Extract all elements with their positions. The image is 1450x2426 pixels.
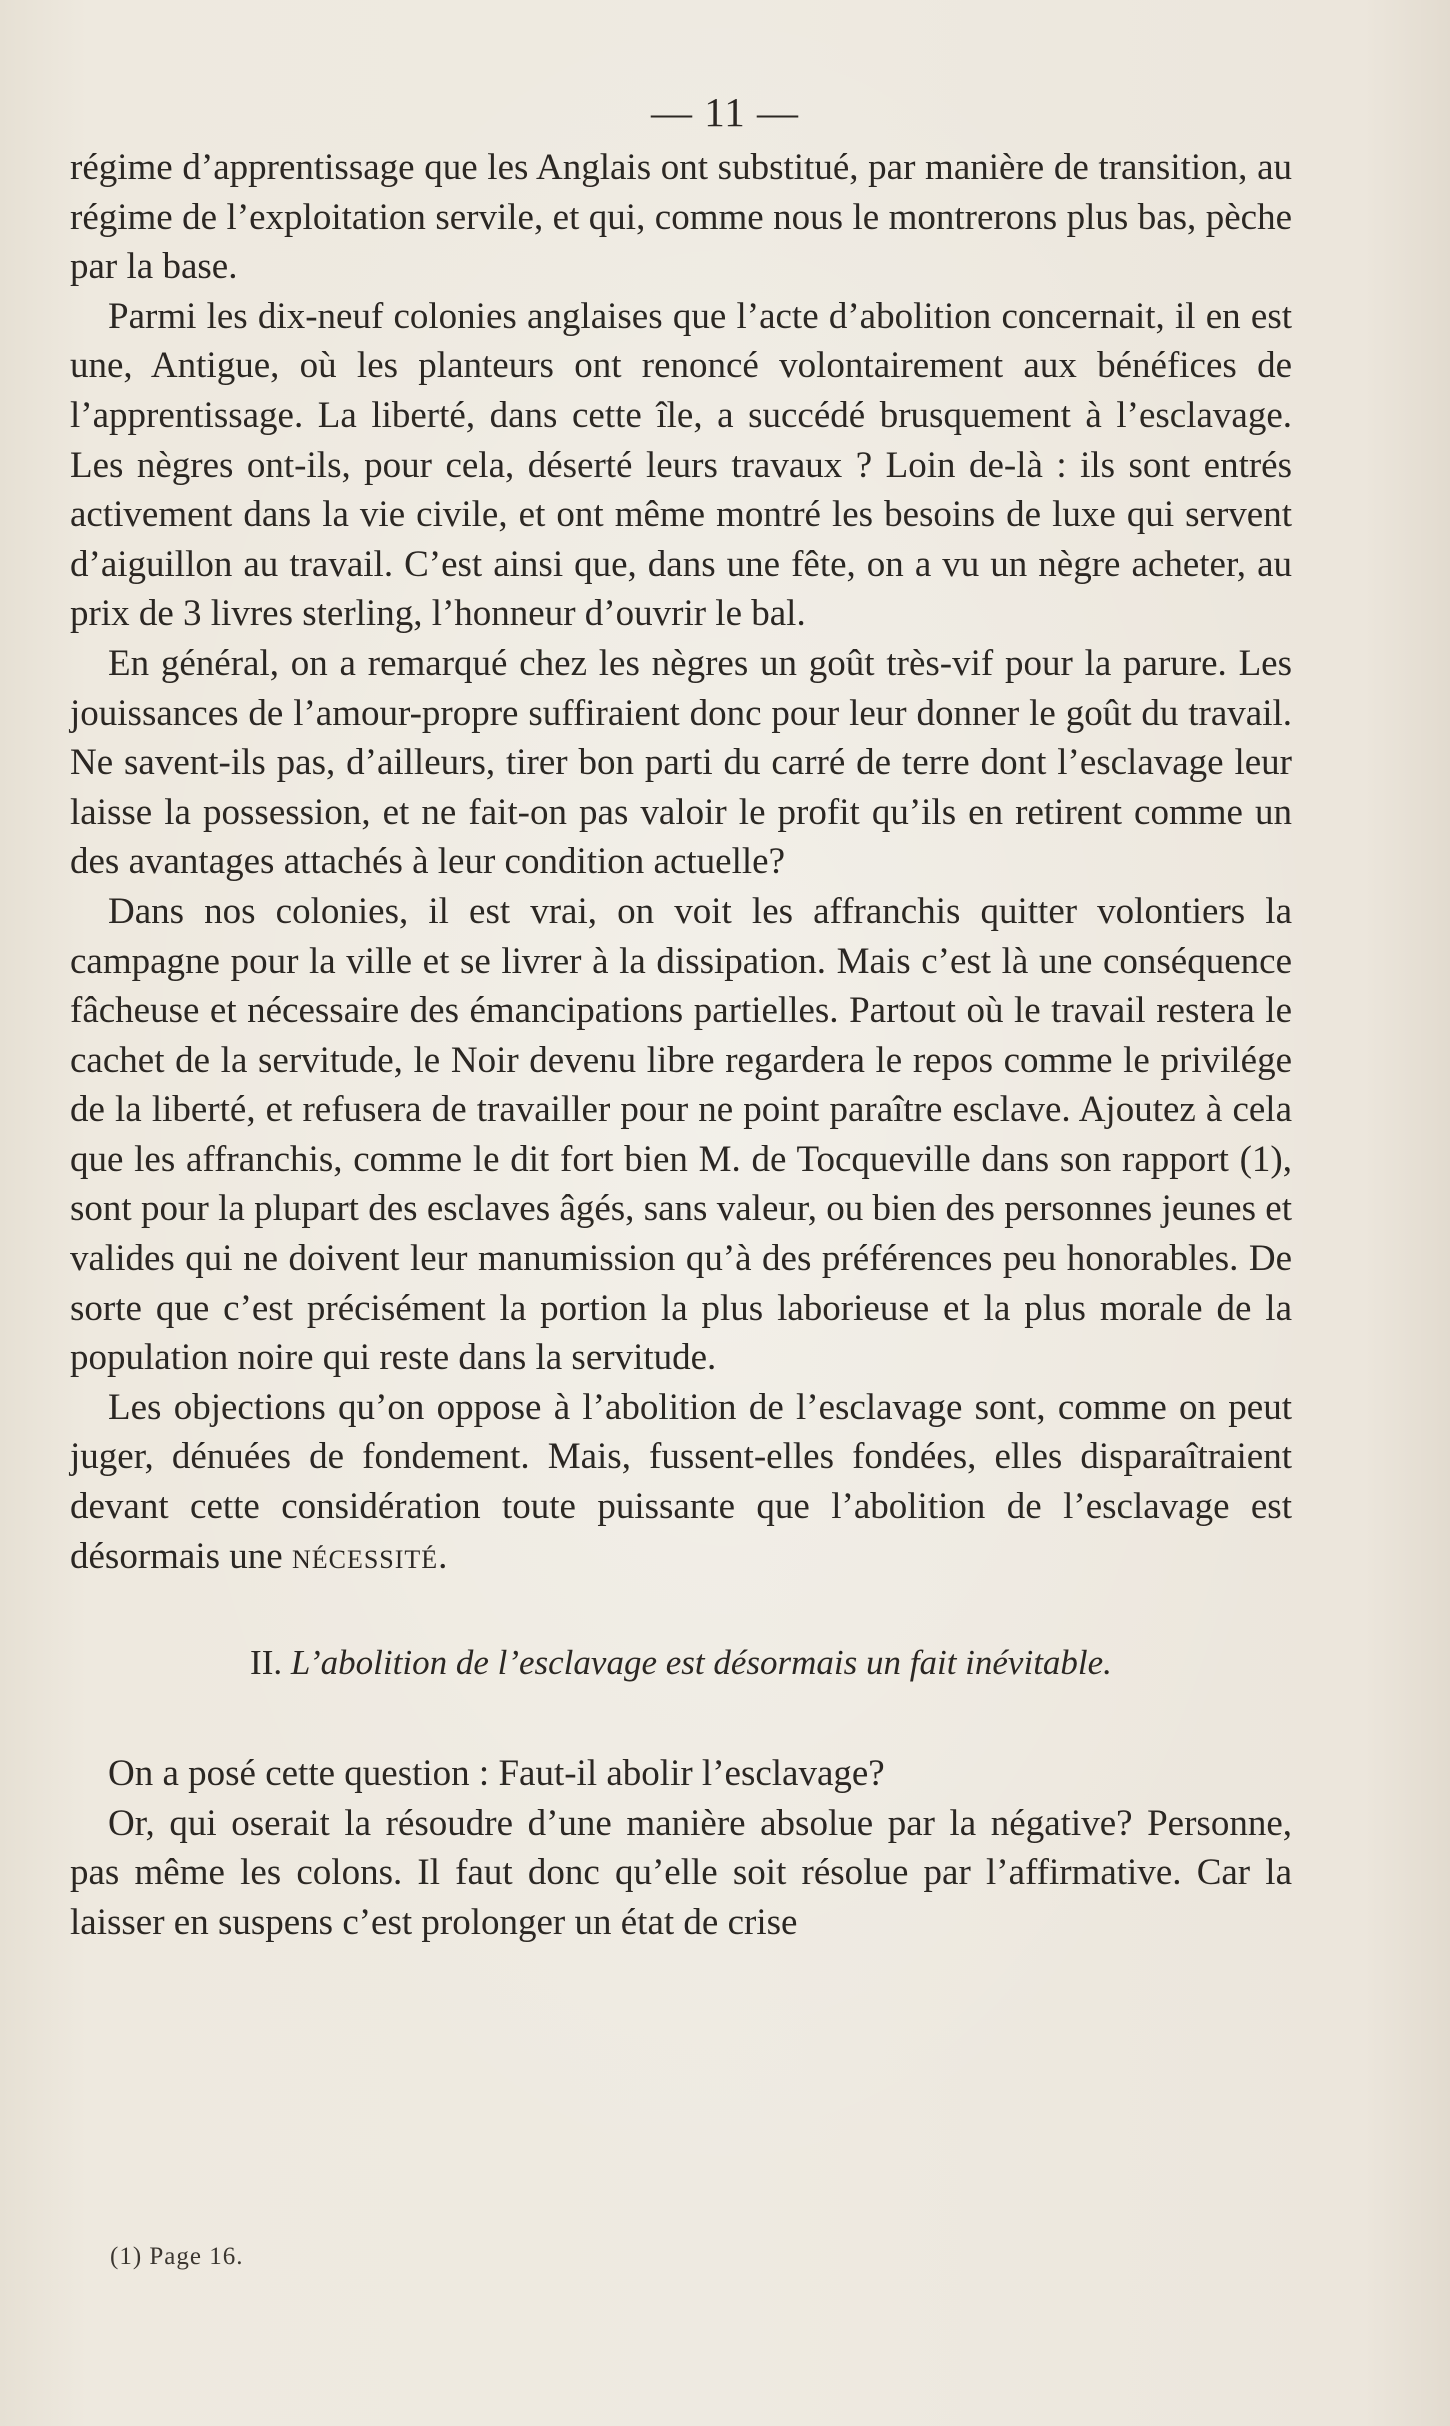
- paragraph-continuation: régime d’apprentissage que les Anglais ont substitué, par manière de transition, au régime de l’exploitation servile, et qui, comme nous le montrerons plus bas, pèche par la base.: [70, 147, 1292, 288]
- paragraph-objections: [70, 1383, 1292, 1581]
- paragraph-parure: En général, on a remarqué chez les nègres un goût très-vif pour la parure. Les jouissances de l’amour-propre suffiraient donc pour leur donner le goût du travail. Ne savent-ils pas, d’ailleurs, tirer bon parti du carré de terre dont l’esclavage leur laisse la possession, et ne fait-on pas valoir le profit qu’ils en retirent comme un des avantages attachés à leur condition actuelle?: [70, 642, 1292, 883]
- paragraph-affranchis: Dans nos colonies, il est vrai, on voit les affranchis quitter volontiers la campagne pour la ville et se livrer à la dissipation. Mais c’est là une conséquence fâcheuse et nécessaire des émancipations partielles. Partout où le travail restera le cachet de la servitude, le Noir devenu libre regardera le repos comme le privilége de la liberté, et refusera de travailler pour ne point paraître esclave. Ajoutez à cela que les affranchis, comme le dit fort bien M. de Tocqueville dans son rapport (1), sont pour la plupart des esclaves âgés, sans valeur, ou bien des personnes jeunes et valides qui ne doivent leur manumission qu’à des préférences peu honorables. De sorte que c’est précisément la portion la plus laborieuse et la plus morale de la population noire qui reste dans la servitude.: [70, 890, 1292, 1379]
- page-number: — 11 —: [651, 89, 799, 135]
- emphasized-word: nécessité.: [291, 1535, 449, 1577]
- section-heading: [70, 1639, 1292, 1687]
- paragraph-question: On a posé cette question : Faut-il abolir l’esclavage?: [108, 1753, 885, 1795]
- footnote: (1) Page 16.: [110, 2243, 244, 2270]
- paragraph-objections-text: Les objections qu’on oppose à l’abolition de l’esclavage sont, comme on peut juger, dénuées de fondement. Mais, fussent-elles fondées, elles disparaîtraient devant cette considération toute puissante que l’abolition de l’esclavage est désormais une: [70, 1386, 1292, 1577]
- page-body: [70, 143, 1292, 1948]
- section-title: L’abolition de l’esclavage est désormais un fait inévitable.: [290, 1643, 1112, 1683]
- paragraph-negative: Or, qui oserait la résoudre d’une manière absolue par la négative? Personne, pas même les colons. Il faut donc qu’elle soit résolue par l’affirmative. Car la laisser en suspens c’est prolonger un état de crise: [70, 1802, 1292, 1943]
- section-number: II.: [250, 1643, 283, 1683]
- paragraph-antigue: Parmi les dix-neuf colonies anglaises que l’acte d’abolition concernait, il en est une, Antigue, où les planteurs ont renoncé volontairement aux bénéfices de l’apprentissage. La liberté, dans cette île, a succédé brusquement à l’esclavage. Les nègres ont-ils, pour cela, déserté leurs travaux ? Loin de-là : ils sont entrés activement dans la vie civile, et ont même montré les besoins de luxe qui servent d’aiguillon au travail. C’est ainsi que, dans une fête, on a vu un nègre acheter, au prix de 3 livres sterling, l’honneur d’ouvrir le bal.: [70, 295, 1292, 635]
